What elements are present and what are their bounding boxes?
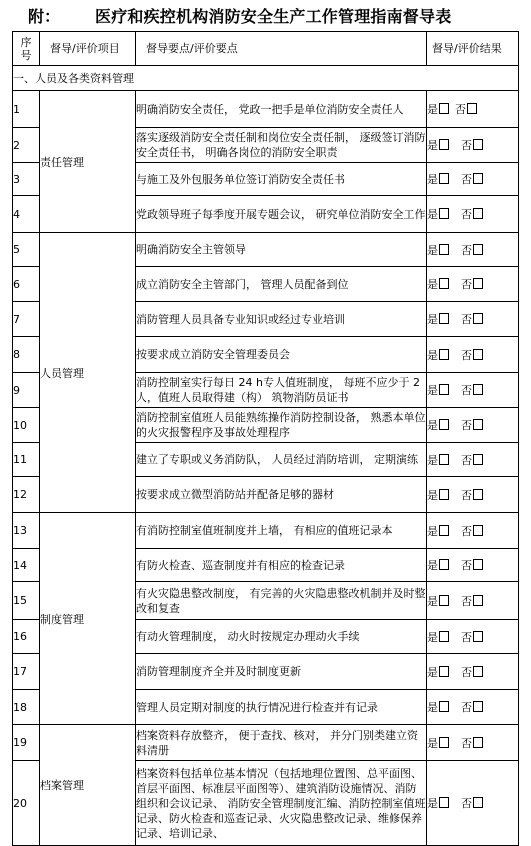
yes-option[interactable] [427,137,449,153]
no-checkbox[interactable] [473,208,483,219]
yes-option[interactable] [427,795,449,811]
yes-option[interactable] [427,417,449,433]
yes-option[interactable] [427,347,449,363]
no-label: 否 [461,139,472,152]
yes-checkbox[interactable] [439,525,449,536]
result-cell [427,196,519,233]
yes-checkbox[interactable] [439,419,449,430]
yes-option[interactable] [427,382,449,398]
evaluation-point: 成立消防安全主管部门， 管理人员配备到位 [136,267,427,302]
no-option[interactable] [461,452,483,468]
no-label: 否 [461,665,472,679]
no-label: 否 [461,736,472,750]
no-option[interactable] [461,137,483,153]
no-option[interactable] [461,487,483,503]
yes-checkbox[interactable] [439,313,449,324]
yes-checkbox[interactable] [439,595,449,606]
no-checkbox[interactable] [473,278,483,289]
yes-label: 是 [427,419,438,432]
no-label: 否 [461,208,472,221]
yes-label: 是 [427,524,438,538]
yes-option[interactable] [427,206,449,222]
yes-option[interactable] [427,276,449,292]
no-checkbox[interactable] [473,244,483,255]
no-option[interactable] [461,382,483,398]
row-number: 15 [13,582,40,620]
evaluation-point: 管理人员定期对制度的执行情况进行检查并有记录 [136,690,427,725]
no-label: 否 [461,173,472,186]
yes-label: 是 [427,208,438,221]
evaluation-point: 按要求成立消防安全管理委员会 [136,337,427,373]
supervision-table [12,31,519,846]
result-cell [427,725,519,761]
no-option[interactable] [461,593,483,609]
yes-option[interactable] [427,593,449,609]
no-option[interactable] [461,795,483,811]
result-cell [427,128,519,163]
yes-option[interactable] [427,311,449,327]
table-row [13,233,519,267]
row-number: 17 [13,654,40,690]
no-option[interactable] [461,242,483,258]
page-title [0,6,531,28]
evaluation-point: 有消防控制室值班制度并上墙， 有相应的值班记录本 [136,513,427,549]
yes-label: 是 [427,594,438,608]
no-checkbox[interactable] [473,797,483,808]
yes-checkbox[interactable] [439,139,449,150]
yes-checkbox[interactable] [439,666,449,677]
no-label: 否 [461,348,472,362]
row-number: 19 [13,725,40,761]
title-text: 医疗和疾控机构消防安全生产工作管理指南督导表 [95,7,452,26]
no-checkbox[interactable] [473,139,483,150]
yes-label: 是 [427,665,438,679]
no-option[interactable] [461,699,483,715]
no-label: 否 [461,594,472,608]
yes-option[interactable] [427,101,449,117]
result-cell [427,408,519,443]
evaluation-point: 档案资料包括单位基本情况（包括地理位置图、总平面图、首层平面图、标准层平面图等）、建筑消防设施情况、消防组织和会议记录、 消防安全管理制度汇编、消防控制室值班记录、防火检查和巡查记录、火灾隐患整改记录、维修保养记录、培训记录、 [136,761,427,846]
yes-option[interactable] [427,523,449,539]
yes-option[interactable] [427,452,449,468]
no-checkbox[interactable] [473,419,483,430]
yes-checkbox[interactable] [439,797,449,808]
no-checkbox[interactable] [473,631,483,642]
evaluation-point: 落实逐级消防安全责任制和岗位安全责任制， 逐级签订消防安全责任书， 明确各岗位的消防安全职责 [136,128,427,163]
no-checkbox[interactable] [473,595,483,606]
evaluation-point: 与施工及外包服务单位签订消防安全责任书 [136,163,427,196]
no-checkbox[interactable] [473,525,483,536]
no-checkbox[interactable] [473,666,483,677]
yes-option[interactable] [427,487,449,503]
result-cell [427,477,519,513]
yes-option[interactable] [427,171,449,187]
result-cell [427,690,519,725]
no-label: 否 [461,453,472,467]
table-row [13,725,519,761]
evaluation-point: 明确消防安全责任， 党政一把手是单位消防安全责任人 [136,91,427,128]
row-number: 13 [13,513,40,549]
no-option[interactable] [461,347,483,363]
no-checkbox[interactable] [473,701,483,712]
yes-checkbox[interactable] [439,173,449,184]
evaluation-point: 党政领导班子每季度开展专题会议， 研究单位消防安全工作 [136,196,427,233]
yes-label: 是 [427,173,438,186]
yes-checkbox[interactable] [439,737,449,748]
yes-checkbox[interactable] [439,103,449,114]
row-number: 16 [13,620,40,654]
row-number: 3 [13,163,40,196]
category-cell: 档案管理 [40,725,136,846]
row-number: 2 [13,128,40,163]
category-cell: 制度管理 [40,513,136,725]
no-checkbox[interactable] [467,103,477,114]
yes-checkbox[interactable] [439,701,449,712]
result-cell [427,443,519,477]
yes-checkbox[interactable] [439,349,449,360]
row-number: 11 [13,443,40,477]
evaluation-point: 消防控制室值班人员能熟练操作消防控制设备， 熟悉本单位的火灾报警程序及事故处理程序 [136,408,427,443]
yes-option[interactable] [427,629,449,645]
no-option[interactable] [461,276,483,292]
result-cell [427,549,519,582]
no-label: 否 [461,524,472,538]
evaluation-point: 明确消防安全主管领导 [136,233,427,267]
row-number: 4 [13,196,40,233]
header-row [13,32,519,66]
no-label: 否 [455,103,466,116]
result-cell [427,761,519,846]
section-title: 一、人员及各类资料管理 [13,66,519,91]
yes-checkbox[interactable] [439,631,449,642]
no-option[interactable] [461,664,483,680]
no-option[interactable] [461,311,483,327]
no-option[interactable] [461,206,483,222]
yes-label: 是 [427,139,438,152]
no-option[interactable] [455,101,477,117]
result-cell [427,373,519,408]
category-cell: 人员管理 [40,233,136,513]
yes-option[interactable] [427,699,449,715]
no-label: 否 [461,384,472,397]
row-number: 10 [13,408,40,443]
row-number: 20 [13,761,40,846]
row-number: 12 [13,477,40,513]
yes-checkbox[interactable] [439,384,449,395]
row-number: 9 [13,373,40,408]
no-label: 否 [461,701,472,714]
title-prefix: 附： [28,7,61,26]
no-option[interactable] [461,171,483,187]
yes-label: 是 [427,278,438,291]
result-cell [427,582,519,620]
no-label: 否 [461,419,472,432]
row-number: 5 [13,233,40,267]
result-cell [427,267,519,302]
yes-option[interactable] [427,735,449,751]
yes-label: 是 [427,559,438,572]
evaluation-point: 有防火检查、巡查制度并有相应的检查记录 [136,549,427,582]
yes-checkbox[interactable] [439,244,449,255]
evaluation-point: 有动火管理制度， 动火时按规定办理动火手续 [136,620,427,654]
no-label: 否 [461,278,472,291]
result-cell [427,620,519,654]
evaluation-point: 消防控制室实行每日 24 h专人值班制度， 每班不应少于 2人，值班人员取得建（构） 筑物消防员证书 [136,373,427,408]
evaluation-point: 消防管理人员具备专业知识或经过专业培训 [136,302,427,337]
no-label: 否 [461,630,472,644]
yes-label: 是 [427,348,438,362]
result-cell [427,513,519,549]
yes-label: 是 [427,243,438,257]
result-cell [427,233,519,267]
yes-checkbox[interactable] [439,559,449,570]
evaluation-point: 消防管理制度齐全并及时制度更新 [136,654,427,690]
no-label: 否 [461,797,472,810]
yes-label: 是 [427,453,438,467]
no-option[interactable] [461,735,483,751]
header-point: 督导要点/评价要点 [136,32,427,66]
yes-label: 是 [427,736,438,750]
yes-checkbox[interactable] [439,454,449,465]
row-number: 8 [13,337,40,373]
no-checkbox[interactable] [473,737,483,748]
no-label: 否 [461,313,472,326]
evaluation-point: 建立了专职或义务消防队， 人员经过消防培训， 定期演练 [136,443,427,477]
yes-label: 是 [427,797,438,810]
evaluation-point: 有火灾隐患整改制度， 有完善的火灾隐患整改机制并及时整改和复查 [136,582,427,620]
no-checkbox[interactable] [473,173,483,184]
yes-checkbox[interactable] [439,278,449,289]
no-checkbox[interactable] [473,454,483,465]
row-number: 14 [13,549,40,582]
no-option[interactable] [461,417,483,433]
no-label: 否 [461,243,472,257]
result-cell [427,302,519,337]
no-option[interactable] [461,629,483,645]
evaluation-point: 档案资料存放整齐， 便于查找、核对， 并分门别类建立资料清册 [136,725,427,761]
yes-checkbox[interactable] [439,208,449,219]
yes-option[interactable] [427,557,449,573]
yes-label: 是 [427,488,438,502]
yes-label: 是 [427,701,438,714]
no-checkbox[interactable] [473,313,483,324]
yes-option[interactable] [427,242,449,258]
result-cell [427,91,519,128]
header-no: 序号 [13,32,40,66]
table-row [13,91,519,128]
yes-label: 是 [427,630,438,644]
evaluation-point: 按要求成立微型消防站并配备足够的器材 [136,477,427,513]
row-number: 1 [13,91,40,128]
no-label: 否 [461,488,472,502]
header-result: 督导/评价结果 [427,32,519,66]
row-number: 6 [13,267,40,302]
no-checkbox[interactable] [473,489,483,500]
result-cell [427,163,519,196]
section-row [13,66,519,91]
yes-label: 是 [427,313,438,326]
row-number: 7 [13,302,40,337]
result-cell [427,337,519,373]
no-label: 否 [461,559,472,572]
yes-checkbox[interactable] [439,489,449,500]
table-row [13,513,519,549]
no-option[interactable] [461,557,483,573]
result-cell [427,654,519,690]
header-item: 督导/评价项目 [40,32,136,66]
no-checkbox[interactable] [473,349,483,360]
yes-label: 是 [427,384,438,397]
category-cell: 责任管理 [40,91,136,233]
no-checkbox[interactable] [473,384,483,395]
yes-option[interactable] [427,664,449,680]
yes-label: 是 [427,103,438,116]
no-checkbox[interactable] [473,559,483,570]
no-option[interactable] [461,523,483,539]
row-number: 18 [13,690,40,725]
